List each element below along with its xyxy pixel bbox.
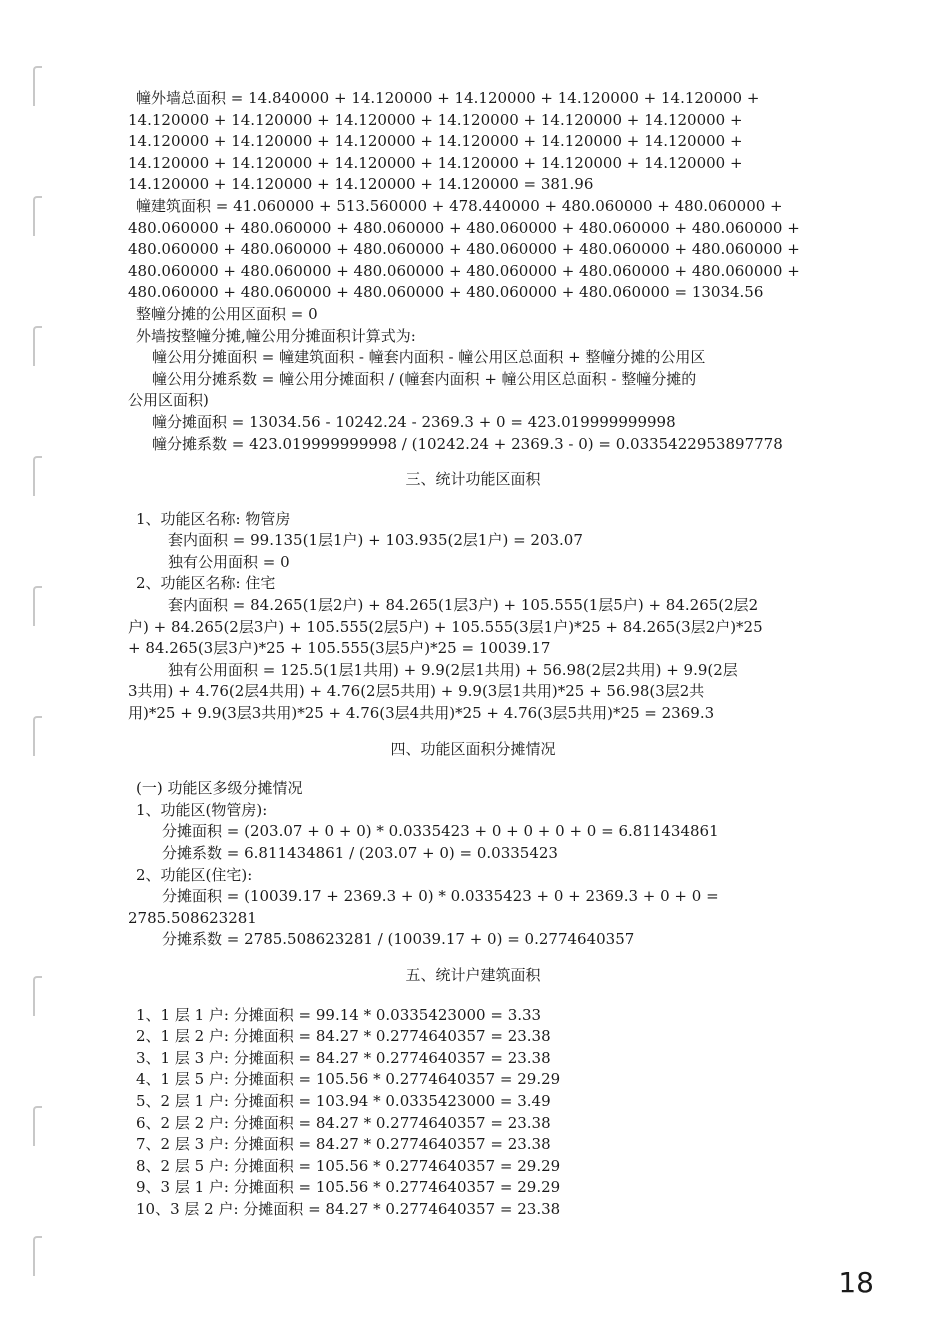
binding-hole-mark bbox=[33, 456, 42, 496]
inner-area: + 84.265(3层3户)*25 + 105.555(3层5户)*25 = 10039.17 bbox=[128, 639, 551, 658]
household-line: 2、1 层 2 户: 分摊面积 = 84.27 * 0.2774640357 = 23.38 bbox=[136, 1027, 551, 1046]
alloc-area: 2785.508623281 bbox=[128, 908, 257, 927]
exclusive-public-area: 3共用) + 4.76(2层4共用) + 4.76(2层5共用) + 9.9(3层1共用)*25 + 56.98(3层2共 bbox=[128, 682, 705, 701]
binding-hole-mark bbox=[33, 326, 42, 366]
calc-coef: 幢分摊系数 = 423.019999999998 / (10242.24 + 2369.3 - 0) = 0.0335422953897778 bbox=[152, 434, 783, 453]
alloc-function-name: 1、功能区(物管房): bbox=[136, 800, 268, 819]
household-line: 6、2 层 2 户: 分摊面积 = 84.27 * 0.2774640357 = 23.38 bbox=[136, 1113, 551, 1132]
building-area-line: 480.060000 + 480.060000 + 480.060000 + 480.060000 + 480.060000 = 13034.56 bbox=[128, 283, 764, 302]
household-line: 5、2 层 1 户: 分摊面积 = 103.94 * 0.0335423000 = 3.49 bbox=[136, 1091, 551, 1110]
exclusive-public-area: 独有公用面积 = 0 bbox=[168, 552, 290, 571]
alloc-area: 分摊面积 = (203.07 + 0 + 0) * 0.0335423 + 0 + 0 + 0 + 0 = 6.811434861 bbox=[162, 822, 719, 841]
function-area-name: 1、功能区名称: 物管房 bbox=[136, 509, 291, 528]
page-number: 18 bbox=[838, 1266, 874, 1299]
alloc-coef: 分摊系数 = 6.811434861 / (203.07 + 0) = 0.0335423 bbox=[162, 844, 558, 862]
binding-hole-mark bbox=[33, 716, 42, 756]
wall-area-line: 14.120000 + 14.120000 + 14.120000 + 14.120000 + 14.120000 + 14.120000 + bbox=[128, 132, 743, 151]
section-heading: 三、统计功能区面积 bbox=[405, 470, 541, 489]
sub-heading: (一) 功能区多级分摊情况 bbox=[136, 779, 303, 798]
household-line: 3、1 层 3 户: 分摊面积 = 84.27 * 0.2774640357 = 23.38 bbox=[136, 1048, 551, 1067]
binding-hole-mark bbox=[33, 196, 42, 236]
building-area-line: 480.060000 + 480.060000 + 480.060000 + 480.060000 + 480.060000 + 480.060000 + bbox=[128, 218, 800, 237]
inner-area: 户) + 84.265(2层3户) + 105.555(2层5户) + 105.555(3层1户)*25 + 84.265(3层2户)*25 bbox=[128, 617, 763, 636]
household-line: 4、1 层 5 户: 分摊面积 = 105.56 * 0.2774640357 = 29.29 bbox=[136, 1070, 561, 1089]
formula-coef: 公用区面积) bbox=[128, 391, 209, 410]
exclusive-public-area: 独有公用面积 = 125.5(1层1共用) + 9.9(2层1共用) + 56.98(2层2共用) + 9.9(2层 bbox=[168, 660, 738, 679]
formula-area: 幢公用分摊面积 = 幢建筑面积 - 幢套内面积 - 幢公用区总面积 + 整幢分摊的公用区 bbox=[152, 348, 706, 367]
building-area-line: 幢建筑面积 = 41.060000 + 513.560000 + 478.440000 + 480.060000 + 480.060000 + bbox=[136, 196, 783, 215]
alloc-function-name: 2、功能区(住宅): bbox=[136, 865, 253, 884]
calc-area: 幢分摊面积 = 13034.56 - 10242.24 - 2369.3 + 0 = 423.019999999998 bbox=[152, 412, 676, 431]
binding-hole-mark bbox=[33, 66, 42, 106]
section-heading: 五、统计户建筑面积 bbox=[405, 965, 541, 984]
exclusive-public-area: 用)*25 + 9.9(3层3共用)*25 + 4.76(3层4共用)*25 + 4.76(3层5共用)*25 = 2369.3 bbox=[128, 704, 715, 723]
binding-hole-mark bbox=[33, 586, 42, 626]
wall-area-line: 幢外墙总面积 = 14.840000 + 14.120000 + 14.120000 + 14.120000 + 14.120000 + bbox=[136, 89, 760, 107]
section-heading: 四、功能区面积分摊情况 bbox=[390, 739, 556, 758]
alloc-coef: 分摊系数 = 2785.508623281 / (10039.17 + 0) = 0.2774640357 bbox=[162, 930, 635, 949]
household-line: 7、2 层 3 户: 分摊面积 = 84.27 * 0.2774640357 = 23.38 bbox=[136, 1135, 551, 1154]
document-body bbox=[128, 88, 818, 1221]
function-area-name: 2、功能区名称: 住宅 bbox=[136, 574, 276, 593]
household-line: 9、3 层 1 户: 分摊面积 = 105.56 * 0.2774640357 = 29.29 bbox=[136, 1178, 561, 1197]
wall-rule: 外墙按整幢分摊,幢公用分摊面积计算式为: bbox=[136, 326, 416, 345]
formula-coef: 幢公用分摊系数 = 幢公用分摊面积 / (幢套内面积 + 幢公用区总面积 - 整幢分摊的 bbox=[152, 369, 697, 388]
wall-area-line: 14.120000 + 14.120000 + 14.120000 + 14.120000 + 14.120000 + 14.120000 + bbox=[128, 153, 743, 172]
binding-hole-mark bbox=[33, 1106, 42, 1146]
building-area-line: 480.060000 + 480.060000 + 480.060000 + 480.060000 + 480.060000 + 480.060000 + bbox=[128, 261, 800, 280]
household-line: 10、3 层 2 户: 分摊面积 = 84.27 * 0.2774640357 = 23.38 bbox=[136, 1199, 561, 1218]
inner-area: 套内面积 = 84.265(1层2户) + 84.265(1层3户) + 105.555(1层5户) + 84.265(2层2 bbox=[168, 596, 759, 615]
whole-public-area: 整幢分摊的公用区面积 = 0 bbox=[136, 304, 318, 323]
household-line: 1、1 层 1 户: 分摊面积 = 99.14 * 0.0335423000 = 3.33 bbox=[136, 1005, 542, 1024]
building-area-line: 480.060000 + 480.060000 + 480.060000 + 480.060000 + 480.060000 + 480.060000 + bbox=[128, 240, 800, 259]
wall-area-line: 14.120000 + 14.120000 + 14.120000 + 14.120000 + 14.120000 + 14.120000 + bbox=[128, 110, 743, 129]
alloc-area: 分摊面积 = (10039.17 + 2369.3 + 0) * 0.0335423 + 0 + 2369.3 + 0 + 0 = bbox=[162, 887, 719, 906]
binding-hole-mark bbox=[33, 1236, 42, 1276]
inner-area: 套内面积 = 99.135(1层1户) + 103.935(2层1户) = 203.07 bbox=[168, 531, 583, 550]
household-line: 8、2 层 5 户: 分摊面积 = 105.56 * 0.2774640357 = 29.29 bbox=[136, 1156, 561, 1175]
binding-hole-mark bbox=[33, 976, 42, 1016]
wall-area-line: 14.120000 + 14.120000 + 14.120000 + 14.120000 = 381.96 bbox=[128, 175, 594, 194]
